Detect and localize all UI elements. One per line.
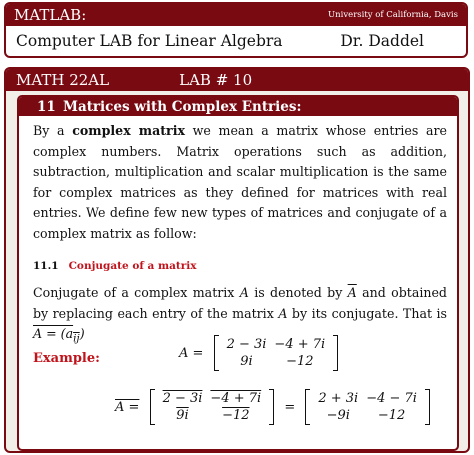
- lhs-a-bar-text: A =: [115, 399, 140, 415]
- subsection-number: 11.1: [33, 260, 59, 272]
- matrix-a-equation: [177, 336, 342, 370]
- var-a-2: A: [278, 305, 288, 321]
- matrix-bar-cell: [206, 390, 265, 407]
- formula-end: ): [79, 326, 85, 341]
- university-name: University of California, Davis: [328, 10, 458, 20]
- instructor: Dr. Daddel: [340, 32, 424, 50]
- matrix-result: [305, 390, 430, 424]
- header-box: [4, 2, 468, 58]
- lab-number: LAB # 10: [179, 71, 253, 89]
- conj-text-3: and obtained by replacing each entry of the matrix: [33, 285, 447, 321]
- bar-entry: 2 − 3i: [162, 391, 203, 406]
- subsection-title: Conjugate of a matrix: [68, 260, 197, 272]
- example-label: Example:: [33, 351, 100, 367]
- intro-text-start: By a: [33, 123, 73, 138]
- subsection-heading: [33, 260, 447, 272]
- conj-text-4: by its conjugate. That is: [287, 305, 447, 321]
- bar-entry: 9i: [176, 408, 189, 423]
- header-subtitle-row: [6, 26, 466, 56]
- intro-paragraph: [33, 121, 447, 244]
- matrix-a-cell: 2 − 3i: [226, 337, 267, 352]
- matrix-bar-cell: [159, 390, 207, 407]
- lhs-a: A =: [179, 345, 204, 361]
- conj-text-2: is denoted by: [248, 285, 348, 300]
- conj-text-1: Conjugate of a complex matrix: [33, 285, 240, 300]
- matrix-conj-equation: [113, 390, 434, 424]
- matrix-a-cell: −12: [286, 354, 314, 369]
- matrix-result-cell: −9i: [326, 408, 350, 423]
- conj-formula: [33, 326, 85, 345]
- bar-entry: −12: [222, 408, 250, 423]
- lab-box: [4, 67, 470, 453]
- section-bar: [19, 97, 457, 116]
- course-code: MATH 22AL: [16, 71, 110, 89]
- formula-main: A = (a: [33, 326, 74, 341]
- lhs-a-bar: [115, 400, 139, 415]
- matrix-a: [214, 336, 339, 370]
- matrix-result-cell: −4 − 7i: [366, 391, 417, 406]
- formula-sub: ij: [73, 332, 80, 345]
- subtitle: Computer LAB for Linear Algebra: [16, 32, 283, 50]
- header-bar: [6, 4, 466, 26]
- matrix-result-cell: 2 + 3i: [318, 391, 359, 406]
- matrix-bar-cell: [159, 407, 207, 424]
- section-number: 11: [37, 98, 56, 115]
- intro-bold-term: complex matrix: [72, 123, 185, 138]
- matrix-bar-cell: [206, 407, 265, 424]
- equals-sign: =: [284, 399, 296, 415]
- section-content: [19, 116, 457, 366]
- intro-text-rest: we mean a matrix whose entries are complex numbers. Matrix operations such as addition, subtraction, multiplication and scalar multiplication is the same for complex matrices as they defined for matrices with real entries. We define few new types of matrices and conjugate of a complex matrix as follow:: [33, 123, 447, 241]
- matrix-a-cell: 9i: [240, 354, 253, 369]
- var-a: A: [239, 285, 249, 300]
- bar-entry: −4 + 7i: [210, 391, 262, 406]
- matrix-result-cell: −12: [377, 408, 406, 423]
- course-name: MATLAB:: [14, 6, 87, 24]
- matrix-a-cell: −4 + 7i: [274, 337, 326, 352]
- matrix-conj-bars: [150, 390, 275, 424]
- var-a-bar: $\overline{A}$: [347, 285, 357, 300]
- section-title: Matrices with Complex Entries:: [63, 98, 302, 115]
- lab-bar: [6, 69, 468, 91]
- section-box: [17, 95, 459, 451]
